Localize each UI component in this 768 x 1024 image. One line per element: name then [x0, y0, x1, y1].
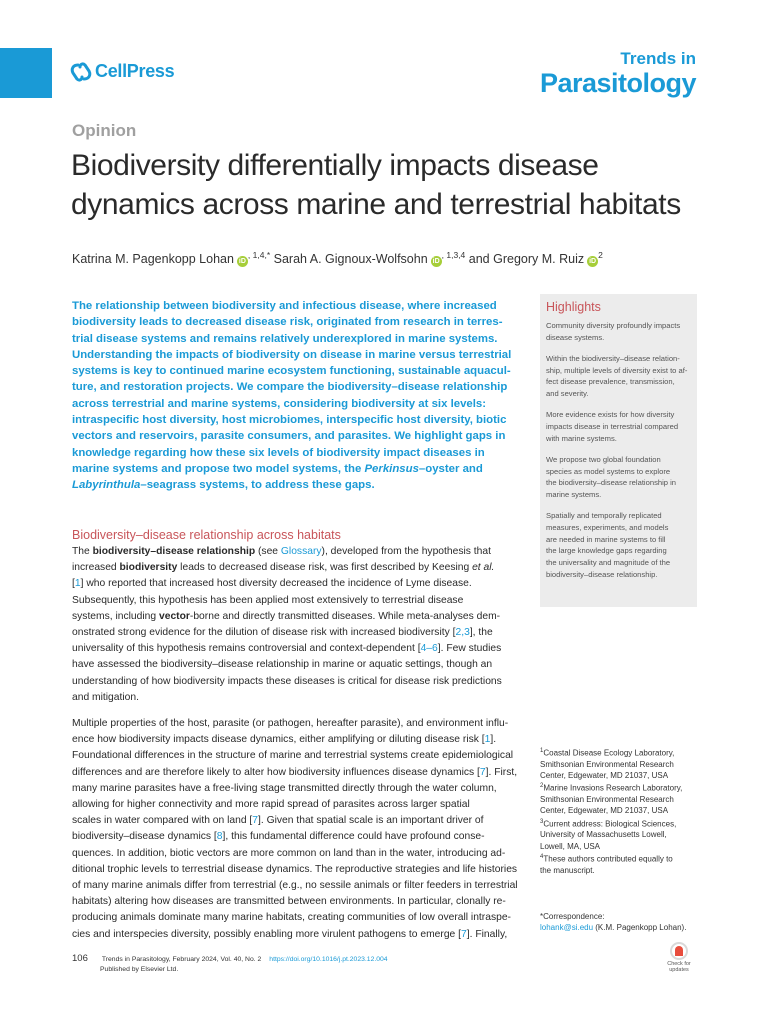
text: ence how biodiversity impacts disease dynamics, either amplifying or diluting disease risk [ — [72, 734, 485, 746]
orcid-icon[interactable]: iD — [238, 258, 246, 266]
paragraph-line — [72, 813, 530, 829]
affiliation-line: Center, Edgewater, MD 21037, USA — [540, 806, 669, 816]
text: ] who reported that increased host diversity decreased the incidence of Lyme disease. — [80, 578, 472, 590]
text: ]. Given that spatial scale is an important driver of — [258, 815, 484, 827]
text: [ — [72, 578, 75, 590]
citation-link[interactable]: 7 — [252, 815, 259, 827]
highlight-item — [546, 510, 691, 580]
abstract-line: Understanding the impacts of biodiversity on disease in marine versus terrestrial — [72, 348, 512, 361]
highlight-line: disease systems. — [546, 332, 605, 342]
paragraph-line: Foundational differences in the structure of marine and terrestrial systems create epidemiological — [72, 750, 514, 762]
paragraph-line — [72, 609, 530, 625]
abstract-text: marine systems and propose two model systems, the — [72, 462, 365, 475]
paragraph-line: producing animals dominate many marine habitats, creating communities of low overall intraspe- — [72, 912, 511, 924]
highlight-line: species as model systems to explore — [546, 466, 671, 476]
highlight-line: with marine systems. — [546, 433, 617, 443]
affiliation-line: Smithsonian Environmental Research — [540, 795, 674, 805]
glossary-term: vector — [159, 610, 190, 622]
author-affiliation-marks: 2 — [598, 250, 603, 260]
section-heading: Biodiversity–disease relationship across habitats — [72, 528, 341, 542]
text: increased — [72, 562, 120, 574]
abstract-line — [72, 461, 530, 477]
highlight-line: the large knowledge gaps regarding — [546, 546, 667, 556]
paragraph — [72, 544, 530, 706]
text: Check for — [667, 961, 691, 967]
affiliation-line — [540, 817, 700, 830]
highlight-line: and severity. — [546, 389, 589, 399]
email-link[interactable]: lohank@si.edu — [540, 923, 594, 933]
author-affiliation-marks: , 1,4,* — [247, 250, 271, 260]
paragraph-line: have assessed the biodiversity–disease relationship in marine or aquatic settings, though an — [72, 659, 493, 671]
check-updates-label — [663, 961, 695, 973]
paragraph-line: understanding of how biodiversity impacts these diseases is critical for disease risk predictions — [72, 675, 502, 687]
affiliation-line — [540, 852, 700, 865]
paragraph-line: habitats) altering how diseases are transmitted between environments. In particular, clonally re- — [72, 896, 506, 908]
highlight-line: fect disease prevalence, transmission, — [546, 377, 675, 387]
text: Current address: Biological Sciences, — [543, 819, 677, 829]
text: Marine Invasions Research Laboratory, — [543, 783, 683, 793]
text: ]. — [490, 734, 497, 746]
highlight-line: ship, multiple levels of diversity exist to af- — [546, 365, 688, 375]
text: Coastal Disease Ecology Laboratory, — [543, 748, 675, 758]
check-updates-icon — [670, 942, 688, 960]
paragraph-line: many marine parasites have a free-living stage transmitted directly through the water column, — [72, 782, 497, 794]
text: -borne and directly transmitted diseases. While meta-analyses dem- — [189, 610, 501, 622]
species-name: Perkinsus — [364, 462, 419, 475]
text: updates — [669, 967, 689, 973]
glossary-term: biodiversity — [119, 562, 178, 574]
text: universality of this hypothesis remains controversial and context-dependent [ — [72, 643, 421, 655]
paragraph-line — [72, 625, 530, 641]
affiliation-line: the manuscript. — [540, 865, 595, 875]
citation-link[interactable]: 7 — [479, 766, 486, 778]
highlight-line: More evidence exists for how diversity — [546, 410, 675, 420]
highlight-line: the universality and magnitude of the — [546, 557, 671, 567]
highlight-line: marine systems. — [546, 489, 602, 499]
author-name: and Gregory M. Ruiz — [468, 252, 585, 267]
abstract-line — [72, 477, 530, 493]
check-for-updates-button[interactable] — [663, 942, 695, 973]
citation-link[interactable]: 4–6 — [420, 643, 438, 655]
paragraph-line: allowing for higher connectivity and more rapid spread of parasites across larger spatial — [72, 799, 470, 811]
paragraph-line — [72, 576, 530, 592]
abstract-line: vectors and reservoirs, parasite consumers, and parasites. We highlight gaps in — [72, 430, 506, 443]
citation-link[interactable]: 2,3 — [455, 627, 470, 639]
highlights-title: Highlights — [546, 300, 601, 314]
article-title — [71, 146, 711, 224]
affiliation-line — [540, 781, 700, 794]
paragraph-line — [72, 732, 530, 748]
paragraph-line: and mitigation. — [72, 691, 139, 703]
highlight-line: impacts disease in terrestrial compared — [546, 421, 679, 431]
abstract-line: ture, and restoration projects. We compare the biodiversity–disease relationship — [72, 381, 508, 394]
correspondence-label: *Correspondence: — [540, 912, 605, 921]
text: biodiversity–disease dynamics [ — [72, 831, 217, 843]
citation-link[interactable]: 8 — [216, 831, 223, 843]
citation-link[interactable]: 1 — [74, 578, 81, 590]
text: leads to decreased disease risk, was first described by Keesing — [177, 562, 473, 574]
paragraph — [72, 716, 530, 943]
paragraph-line: of many marine animals differ from terrestrial (e.g., no sessile animals or filter feeders in terrestrial — [72, 880, 518, 892]
abstract-line: knowledge regarding how these six levels of biodiversity impact diseases in — [72, 446, 485, 459]
text: onstrated strong evidence for the dilution of disease risk with increased biodiversity [ — [72, 627, 456, 639]
text: The — [72, 546, 93, 557]
text: ]. Few studies — [437, 643, 502, 655]
correspondence — [540, 911, 686, 933]
title-line: Biodiversity differentially impacts disease — [71, 149, 599, 182]
paragraph-line: Multiple properties of the host, parasite (or pathogen, hereafter parasite), and environment influ- — [72, 718, 509, 729]
text: (K.M. Pagenkopp Lohan). — [593, 923, 687, 933]
text: systems, including — [72, 610, 159, 622]
journal-name-top: Trends in — [620, 49, 696, 68]
abstract-line: across terrestrial and marine systems, considering biodiversity at six levels: — [72, 397, 487, 410]
paragraph-line: quences. In addition, biotic vectors are more common on land than in the water, introducing ad- — [72, 847, 506, 859]
header-color-tab — [0, 48, 52, 98]
text: These authors contributed equally to — [543, 854, 673, 864]
text: ]. Finally, — [466, 928, 508, 940]
paragraph-line — [72, 560, 530, 576]
highlight-item — [546, 320, 691, 343]
highlight-line: biodiversity–disease relationship. — [546, 569, 658, 579]
author-name: Sarah A. Gignoux-Wolfsohn — [273, 252, 428, 267]
affiliation-number: 1 — [540, 748, 544, 754]
cellpress-logo-icon — [70, 62, 92, 82]
text: scales in water compared with on land [ — [72, 815, 253, 827]
glossary-term: biodiversity–disease relationship — [92, 546, 256, 557]
journal-citation: Trends in Parasitology, February 2024, Vol. 40, No. 2 — [101, 956, 262, 963]
affiliations — [540, 746, 700, 876]
citation-link[interactable]: 7 — [461, 928, 467, 940]
page-number: 106 — [72, 953, 88, 964]
affiliation-number: 4 — [540, 853, 544, 860]
correspondence-line — [540, 922, 686, 933]
text: ], this fundamental difference could have profound conse- — [222, 831, 485, 843]
affiliation-line: Smithsonian Environmental Research — [540, 759, 674, 769]
abstract-line: intraspecific host diversity, host microbiomes, interspecific host diversity, biotic — [72, 414, 507, 427]
title-line: dynamics across marine and terrestrial habitats — [71, 188, 681, 221]
citation-link[interactable]: 1 — [484, 734, 491, 746]
paragraph-line — [72, 829, 530, 845]
text: (see — [255, 546, 281, 557]
affiliation-line: University of Massachusetts Lowell, — [540, 830, 667, 840]
highlight-line: Within the biodiversity–disease relation- — [546, 353, 680, 363]
abstract-text: –seagrass systems, to address these gaps. — [140, 479, 375, 492]
paragraph-line — [72, 765, 530, 781]
glossary-link[interactable]: Glossary — [280, 546, 322, 557]
abstract-line: The relationship between biodiversity and infectious disease, where increased — [72, 300, 497, 312]
text: differences and are therefore likely to alter how biodiversity influences disease dynamics [ — [72, 766, 480, 778]
journal-name — [540, 50, 696, 98]
highlights-box — [540, 294, 697, 607]
author-name: Katrina M. Pagenkopp Lohan — [72, 252, 234, 267]
affiliation-number: 3 — [540, 818, 544, 825]
highlight-item — [546, 409, 691, 444]
highlight-line: measures, experiments, and models — [546, 522, 669, 532]
paragraph-line: ditional trophic levels to terrestrial disease dynamics. The reproductive strategies and life histories — [72, 863, 518, 875]
affiliation-line: Lowell, MA, USA — [540, 841, 601, 851]
affiliation-line — [540, 746, 700, 759]
author-affiliation-marks: , 1,3,4 — [441, 250, 466, 260]
species-name: Labyrinthula — [72, 479, 141, 492]
abstract — [72, 298, 530, 494]
highlight-line: the biodiversity–disease relationship in — [546, 478, 677, 488]
highlight-line: Community diversity profoundly impacts — [546, 321, 681, 330]
doi-link[interactable]: https://doi.org/10.1016/j.pt.2023.12.004 — [269, 956, 388, 963]
affiliation-line: Center, Edgewater, MD 21037, USA — [540, 771, 669, 781]
text: ]. First, — [485, 766, 518, 778]
abstract-text: –oyster and — [418, 462, 483, 475]
orcid-icon[interactable]: iD — [432, 258, 440, 266]
paragraph-line — [72, 544, 530, 560]
paragraph-line: Subsequently, this hypothesis has been applied most extensively to terrestrial disease — [72, 594, 464, 606]
abstract-line: biodiversity leads to decreased disease risk, originated from research in terres- — [72, 316, 503, 329]
highlight-line: Spatially and temporally replicated — [546, 511, 662, 521]
publisher-credit: Published by Elsevier Ltd. — [100, 966, 179, 973]
text: ], the — [469, 627, 493, 639]
highlight-line: are needed in marine systems to fill — [546, 534, 666, 544]
text: ), developed from the hypothesis that — [321, 546, 491, 557]
orcid-icon[interactable]: iD — [589, 258, 597, 266]
abstract-line: systems is key to continued marine ecosystem functioning, sustainable aquacul- — [72, 365, 511, 378]
highlight-item — [546, 454, 691, 501]
highlight-item — [546, 353, 691, 400]
journal-name-main: Parasitology — [539, 68, 696, 98]
page-footer — [72, 952, 388, 967]
paragraph-line — [72, 927, 530, 943]
affiliation-number: 2 — [540, 783, 544, 790]
author-list — [72, 250, 603, 267]
highlight-line: We propose two global foundation — [546, 454, 661, 464]
article-type: Opinion — [72, 121, 137, 140]
paragraph-line — [72, 641, 530, 657]
text: cies and interspecies diversity, possibly enabling more virulent pathogens to emerge [ — [72, 928, 462, 940]
publisher-logo — [70, 61, 174, 82]
publisher-name: CellPress — [95, 61, 175, 81]
text: et al. — [472, 562, 495, 574]
abstract-line: trial disease systems and remains relatively underexplored in marine systems. — [72, 332, 498, 345]
